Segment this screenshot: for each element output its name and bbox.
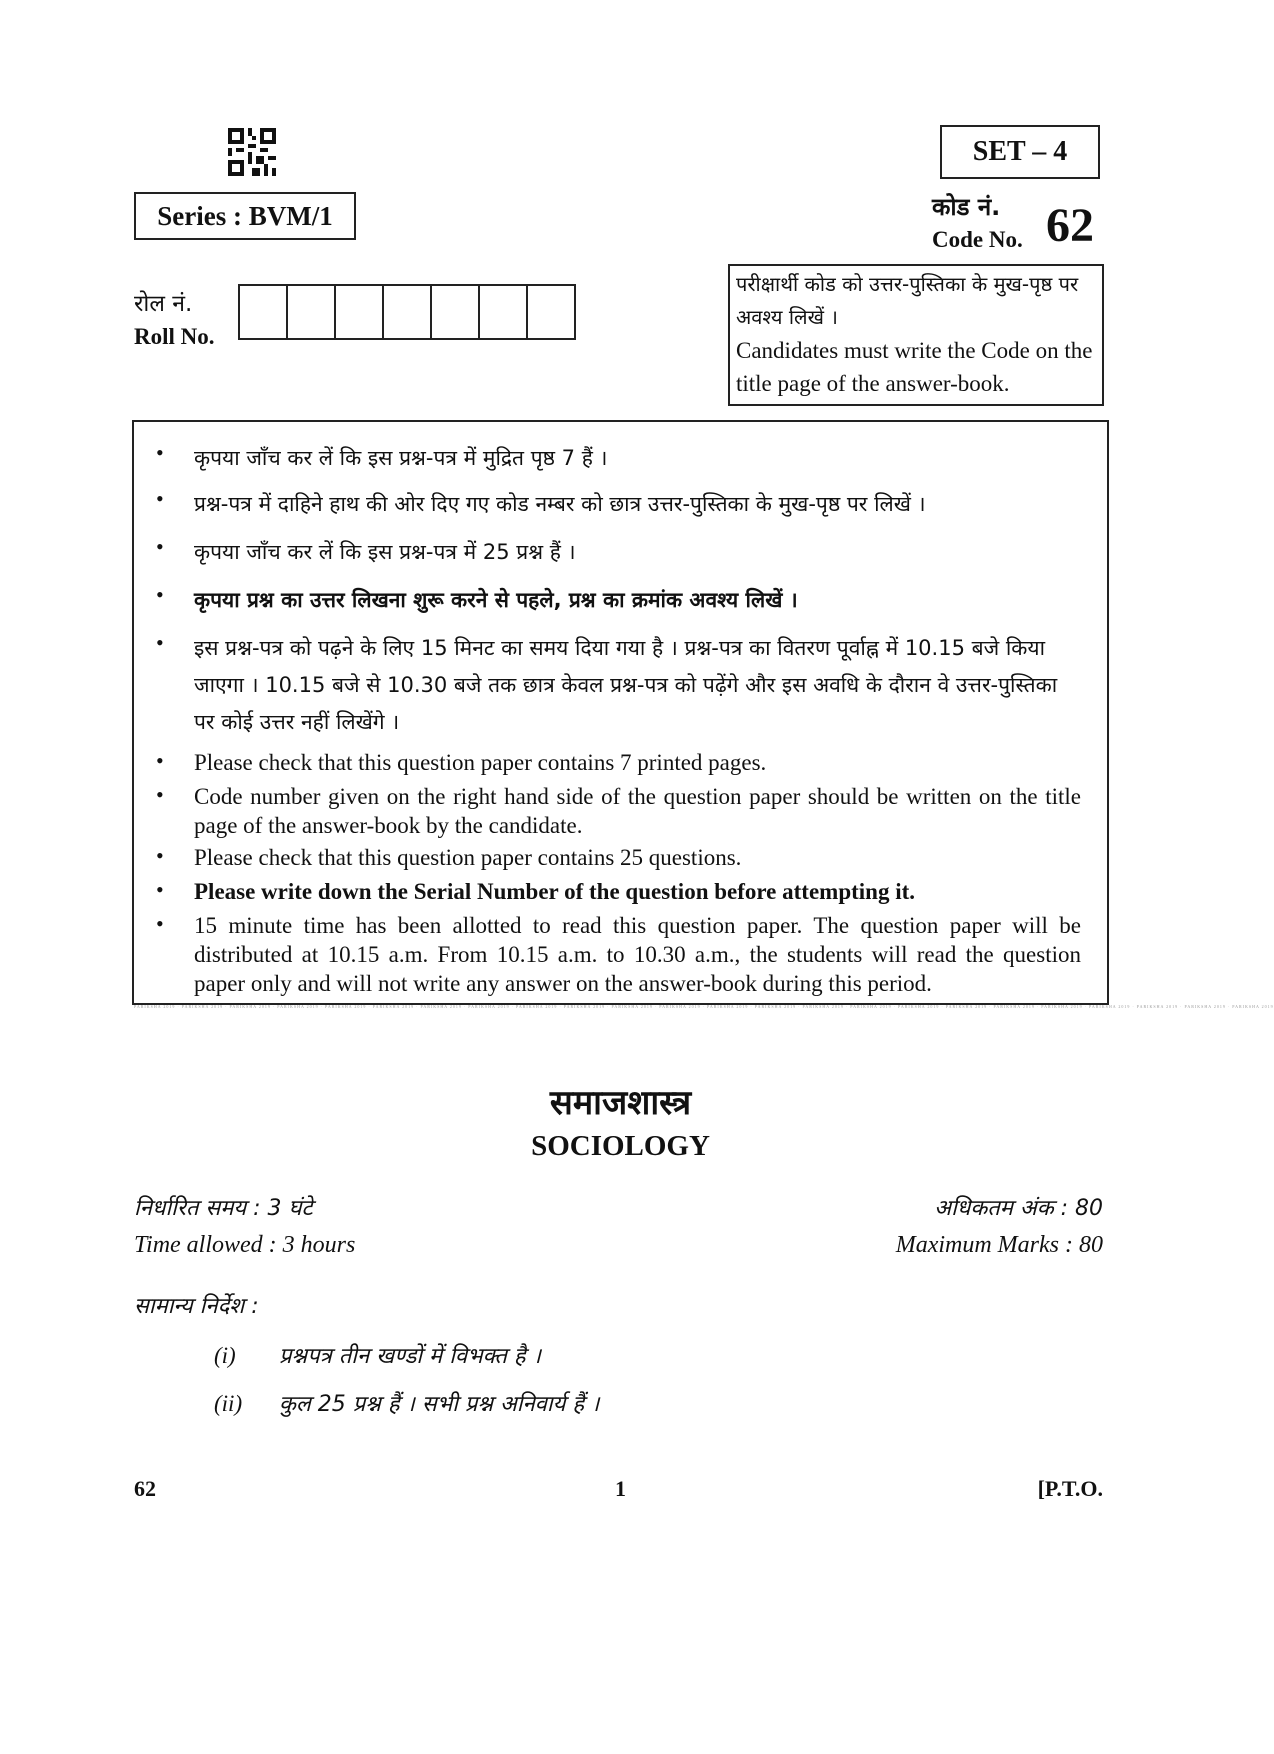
instruction-text: 15 minute time has been allotted to read this question paper. The question paper will be distributed at 10.15 a.m. From 10.15 a.m. to 10.30 a.m., the students will read the question paper only and will not write any answer on the answer-book during this period. [194,913,1081,996]
subject-title-hindi: समाजशास्त्र [549,1083,692,1123]
item-number: (ii) [214,1391,243,1416]
set-label: SET – 4 [940,125,1100,179]
code-label-english: Code No. [932,227,1023,252]
code-label-hindi: कोड नं. [932,193,1001,221]
instruction-text: Please check that this question paper contains 7 printed pages. [194,750,767,775]
instruction-text: कृपया जाँच कर लें कि इस प्रश्न-पत्र में 25 प्रश्न हैं । [194,540,576,564]
instructions-box [132,420,1109,1005]
max-marks-hindi: अधिकतम अंक : 80 [934,1196,1103,1221]
candidate-note-box [728,264,1104,406]
roll-digit-box[interactable] [528,284,576,340]
bullet: • [156,877,164,902]
instruction-text: Please write down the Serial Number of the question before attempting it. [194,879,916,904]
roll-digit-box[interactable] [384,284,432,340]
bullet: • [156,440,164,465]
roll-digit-box[interactable] [432,284,480,340]
instruction-text: Please check that this question paper contains 25 questions. [194,845,742,870]
roll-digit-box[interactable] [336,284,384,340]
roll-digit-box[interactable] [240,284,288,340]
instruction-text: कृपया जाँच कर लें कि इस प्रश्न-पत्र में मुद्रित पृष्ठ 7 हैं । [194,446,608,470]
instruction-text: प्रश्न-पत्र में दाहिने हाथ की ओर दिए गए कोड नम्बर को छात्र उत्तर-पुस्तिका के मुख-पृष्ठ पर लिखें । [194,492,926,516]
item-text: प्रश्नपत्र तीन खण्डों में विभक्त है । [279,1344,541,1369]
roll-digit-box[interactable] [480,284,528,340]
item-number: (i) [214,1343,236,1368]
bullet: • [156,782,164,807]
max-marks-english: Maximum Marks : 80 [895,1232,1103,1258]
instruction-text: इस प्रश्न-पत्र को पढ़ने के लिए 15 मिनट का समय दिया गया है । प्रश्न-पत्र का वितरण पूर्वाह्न में 10.15 बजे किया जाएगा । 10.15 बजे से 10.30 बजे तक छात्र केवल प्रश्न-पत्र को पढ़ेंगे और इस अवधि के दौरान वे उत्तर-पुस्तिका पर कोई उत्तर नहीं लिखेंगे । [194,636,1058,734]
roll-label-hindi: रोल नं. [134,291,193,317]
series-label: Series : BVM/1 [134,192,356,240]
roll-label-english: Roll No. [134,324,215,349]
watermark-strip: PARIKSHA 2019 · PARIKSHA 2019 · PARIKSHA 2019 · PARIKSHA 2019 · PARIKSHA 2019 · PARIKSHA 2019 · PARIKSHA 2019 · PARIKSHA 2019 · PARIKSHA 2019 · PARIKSHA 2019 · PARIKSHA 2019 · PARIKSHA 2019 · PARIKSHA 2019 · PARIKSHA 2019 · PARIKSHA 2019 · PARIKSHA 2019 · PARIKSHA 2019 · PARIKSHA 2019 · PARIKSHA 2019 · PARIKSHA 2019 · PARIKSHA 2019 · PARIKSHA 2019 · PARIKSHA 2019 · PARIKSHA 2019 [134,1004,1274,1009]
roll-number-boxes[interactable] [238,284,576,340]
instruction-text: कृपया प्रश्न का उत्तर लिखना शुरू करने से पहले, प्रश्न का क्रमांक अवश्य लिखें । [194,588,798,612]
bullet: • [156,486,164,511]
time-allowed-hindi: निर्धारित समय : 3 घंटे [134,1196,313,1221]
general-instruction-item [214,1340,541,1370]
bullet: • [156,748,164,773]
subject-title-english: SOCIOLOGY [531,1130,710,1162]
bullet: • [156,534,164,559]
instruction-text: Code number given on the right hand side of the question paper should be written on the title page of the answer-book by the candidate. [194,784,1081,838]
item-text: कुल 25 प्रश्न हैं । सभी प्रश्न अनिवार्य हैं । [279,1392,600,1417]
bullet: • [156,843,164,868]
pto-label: [P.T.O. [1037,1476,1103,1501]
bullet: • [156,582,164,607]
candidate-note-english: Candidates must write the Code on the title page of the answer-book. [736,338,1093,396]
page-number: 1 [615,1476,626,1501]
candidate-note-hindi: परीक्षार्थी कोड को उत्तर-पुस्तिका के मुख-पृष्ठ पर अवश्य लिखें । [736,272,1079,329]
general-instructions-heading: सामान्य निर्देश : [134,1294,259,1319]
bullet: • [156,911,164,936]
code-number: 62 [1046,199,1094,252]
general-instruction-item [214,1388,599,1418]
bullet: • [156,630,164,655]
time-allowed-english: Time allowed : 3 hours [134,1232,356,1258]
footer-code: 62 [134,1476,156,1501]
roll-digit-box[interactable] [288,284,336,340]
qr-code-icon [228,128,276,176]
